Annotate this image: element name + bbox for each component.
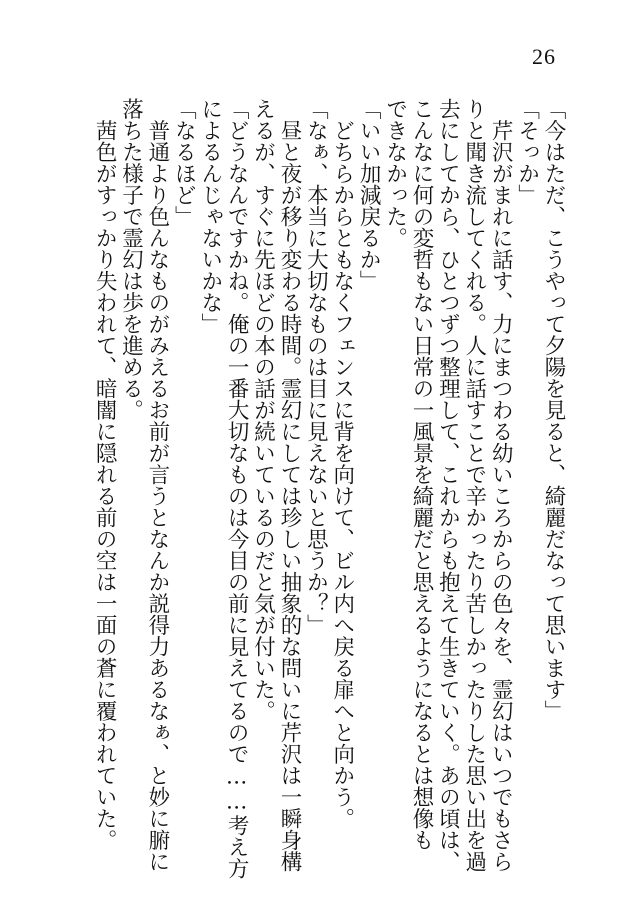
text-line: こんなに何の変哲もない日常の一風景を綺麗だと思えるようになるとは想像も: [408, 98, 434, 851]
text-line: 「なぁ、本当に大切なものは目に見えないと思うか？」: [303, 98, 329, 636]
text-line: 昼と夜が移り変わる時間。霊幻にしては珍しい抽象的な問いに芹沢は一瞬身構: [276, 98, 302, 872]
text-line: 「そっか」: [514, 98, 540, 206]
text-line: 落ちた様子で霊幻は歩を進める。: [118, 98, 144, 421]
text-line: 普通より色んなものがみえるお前が言うとなんか説得力あるなぁ、と妙に腑に: [144, 98, 170, 872]
text-line: 「どうなんですかね。俺の一番大切なものは今目の前に見えてるので……考え方: [224, 98, 250, 879]
text-line: によるんじゃないかな」: [197, 98, 223, 335]
text-line: どちらからともなくフェンスに背を向けて、ビル内へ戻る扉へと向かう。: [329, 98, 355, 829]
text-line: 去にしてから、ひとつずつ整理して、これからも抱えて生きていく。あの頃は、: [435, 98, 461, 872]
text-line: できなかった。: [382, 98, 408, 249]
page-number: 26: [532, 44, 556, 69]
text-line: 「いい加減戻るか」: [356, 98, 382, 292]
text-line: 芹沢がまれに話す、力にまつわる幼いころからの色々を、霊幻はいつでもさら: [488, 98, 514, 872]
text-line: えるが、すぐに先ほどの本の話が続いているのだと気が付いた。: [250, 98, 276, 722]
text-line: りと聞き流してくれる。人に話すことで辛かったり苦しかったりした思い出を過: [461, 98, 487, 872]
text-line: 茜色がすっかり失われて、暗闇に隠れる前の空は一面の蒼に覆われていた。: [92, 98, 118, 851]
text-line: 「今はただ、こうやって夕陽を見ると、綺麗だなって思います」: [541, 98, 566, 722]
text-line: 「なるほど」: [171, 98, 197, 227]
novel-text-body: [92, 98, 566, 879]
